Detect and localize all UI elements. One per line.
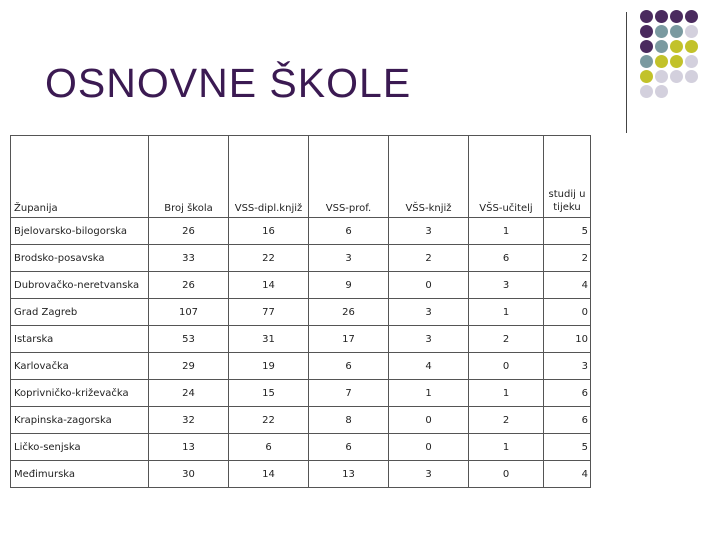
- row-county-name: Karlovačka: [11, 353, 149, 380]
- row-value-cell: 0: [469, 461, 544, 488]
- header-vss-knjiz: VŠS-knjiž: [389, 136, 469, 218]
- table-row: [11, 434, 591, 461]
- header-studij-u-tijeku: studij u tijeku: [544, 136, 591, 218]
- decorative-dot: [655, 10, 668, 23]
- row-value-cell: 6: [309, 434, 389, 461]
- row-value-cell: 0: [544, 299, 591, 326]
- row-county-name: Dubrovačko-neretvanska: [11, 272, 149, 299]
- decorative-dot: [640, 85, 653, 98]
- row-value-cell: 5: [544, 434, 591, 461]
- row-value-cell: 1: [469, 434, 544, 461]
- row-value-cell: 13: [309, 461, 389, 488]
- table-row: [11, 218, 591, 245]
- row-value-cell: 6: [544, 407, 591, 434]
- row-value-cell: 26: [309, 299, 389, 326]
- row-value-cell: 2: [389, 245, 469, 272]
- row-value-cell: 3: [309, 245, 389, 272]
- decorative-dot: [655, 70, 668, 83]
- row-value-cell: 32: [149, 407, 229, 434]
- row-value-cell: 30: [149, 461, 229, 488]
- row-value-cell: 24: [149, 380, 229, 407]
- row-value-cell: 19: [229, 353, 309, 380]
- row-value-cell: 26: [149, 272, 229, 299]
- row-county-name: Koprivničko-križevačka: [11, 380, 149, 407]
- row-value-cell: 1: [469, 380, 544, 407]
- table-row: [11, 461, 591, 488]
- row-value-cell: 0: [469, 353, 544, 380]
- row-value-cell: 0: [389, 434, 469, 461]
- decorative-dot: [670, 10, 683, 23]
- decorative-dot: [670, 70, 683, 83]
- table-row: [11, 407, 591, 434]
- row-county-name: Međimurska: [11, 461, 149, 488]
- row-county-name: Brodsko-posavska: [11, 245, 149, 272]
- row-value-cell: 26: [149, 218, 229, 245]
- row-value-cell: 3: [389, 218, 469, 245]
- decorative-dot: [655, 40, 668, 53]
- row-value-cell: 0: [389, 272, 469, 299]
- row-value-cell: 3: [544, 353, 591, 380]
- decorative-dot: [685, 70, 698, 83]
- row-value-cell: 6: [309, 218, 389, 245]
- row-value-cell: 5: [544, 218, 591, 245]
- row-value-cell: 6: [229, 434, 309, 461]
- decorative-dot: [640, 25, 653, 38]
- row-value-cell: 17: [309, 326, 389, 353]
- decorative-dot: [640, 40, 653, 53]
- row-value-cell: 9: [309, 272, 389, 299]
- row-value-cell: 1: [469, 218, 544, 245]
- row-value-cell: 107: [149, 299, 229, 326]
- row-value-cell: 77: [229, 299, 309, 326]
- decorative-dot: [655, 55, 668, 68]
- row-value-cell: 3: [469, 272, 544, 299]
- row-value-cell: 53: [149, 326, 229, 353]
- row-value-cell: 33: [149, 245, 229, 272]
- row-county-name: Ličko-senjska: [11, 434, 149, 461]
- row-value-cell: 10: [544, 326, 591, 353]
- page-title: OSNOVNE ŠKOLE: [45, 60, 412, 106]
- decorative-dot: [670, 25, 683, 38]
- row-value-cell: 6: [544, 380, 591, 407]
- row-value-cell: 22: [229, 407, 309, 434]
- row-value-cell: 7: [309, 380, 389, 407]
- row-county-name: Bjelovarsko-bilogorska: [11, 218, 149, 245]
- row-value-cell: 2: [544, 245, 591, 272]
- table-row: [11, 326, 591, 353]
- table-header-row: [11, 136, 591, 218]
- row-value-cell: 4: [544, 461, 591, 488]
- decorative-dot: [655, 85, 668, 98]
- header-vss-dipl-knjiz: VSS-dipl.knjiž: [229, 136, 309, 218]
- row-value-cell: 22: [229, 245, 309, 272]
- row-county-name: Krapinska-zagorska: [11, 407, 149, 434]
- table-row: [11, 245, 591, 272]
- row-value-cell: 4: [389, 353, 469, 380]
- header-vss-ucitelj: VŠS-učitelj: [469, 136, 544, 218]
- row-value-cell: 6: [309, 353, 389, 380]
- schools-table: [10, 135, 591, 488]
- row-county-name: Grad Zagreb: [11, 299, 149, 326]
- row-county-name: Istarska: [11, 326, 149, 353]
- decorative-dot: [685, 25, 698, 38]
- header-broj-skola: Broj škola: [149, 136, 229, 218]
- decorative-dot: [685, 10, 698, 23]
- decorative-dot: [670, 55, 683, 68]
- row-value-cell: 15: [229, 380, 309, 407]
- header-zupanija: Županija: [11, 136, 149, 218]
- decorative-dot: [640, 55, 653, 68]
- row-value-cell: 0: [389, 407, 469, 434]
- decorative-dot: [685, 40, 698, 53]
- table-row: [11, 353, 591, 380]
- row-value-cell: 14: [229, 272, 309, 299]
- row-value-cell: 4: [544, 272, 591, 299]
- row-value-cell: 16: [229, 218, 309, 245]
- row-value-cell: 3: [389, 326, 469, 353]
- decorative-dot: [640, 10, 653, 23]
- row-value-cell: 3: [389, 461, 469, 488]
- row-value-cell: 14: [229, 461, 309, 488]
- row-value-cell: 3: [389, 299, 469, 326]
- row-value-cell: 2: [469, 326, 544, 353]
- row-value-cell: 1: [389, 380, 469, 407]
- row-value-cell: 29: [149, 353, 229, 380]
- table-row: [11, 380, 591, 407]
- decorative-dot: [670, 40, 683, 53]
- decorative-dot: [685, 55, 698, 68]
- row-value-cell: 2: [469, 407, 544, 434]
- row-value-cell: 8: [309, 407, 389, 434]
- table-row: [11, 299, 591, 326]
- row-value-cell: 31: [229, 326, 309, 353]
- table-row: [11, 272, 591, 299]
- decorative-dot: [640, 70, 653, 83]
- title-divider-line: [626, 12, 627, 133]
- row-value-cell: 13: [149, 434, 229, 461]
- row-value-cell: 1: [469, 299, 544, 326]
- row-value-cell: 6: [469, 245, 544, 272]
- decorative-dot: [655, 25, 668, 38]
- header-vss-prof: VSS-prof.: [309, 136, 389, 218]
